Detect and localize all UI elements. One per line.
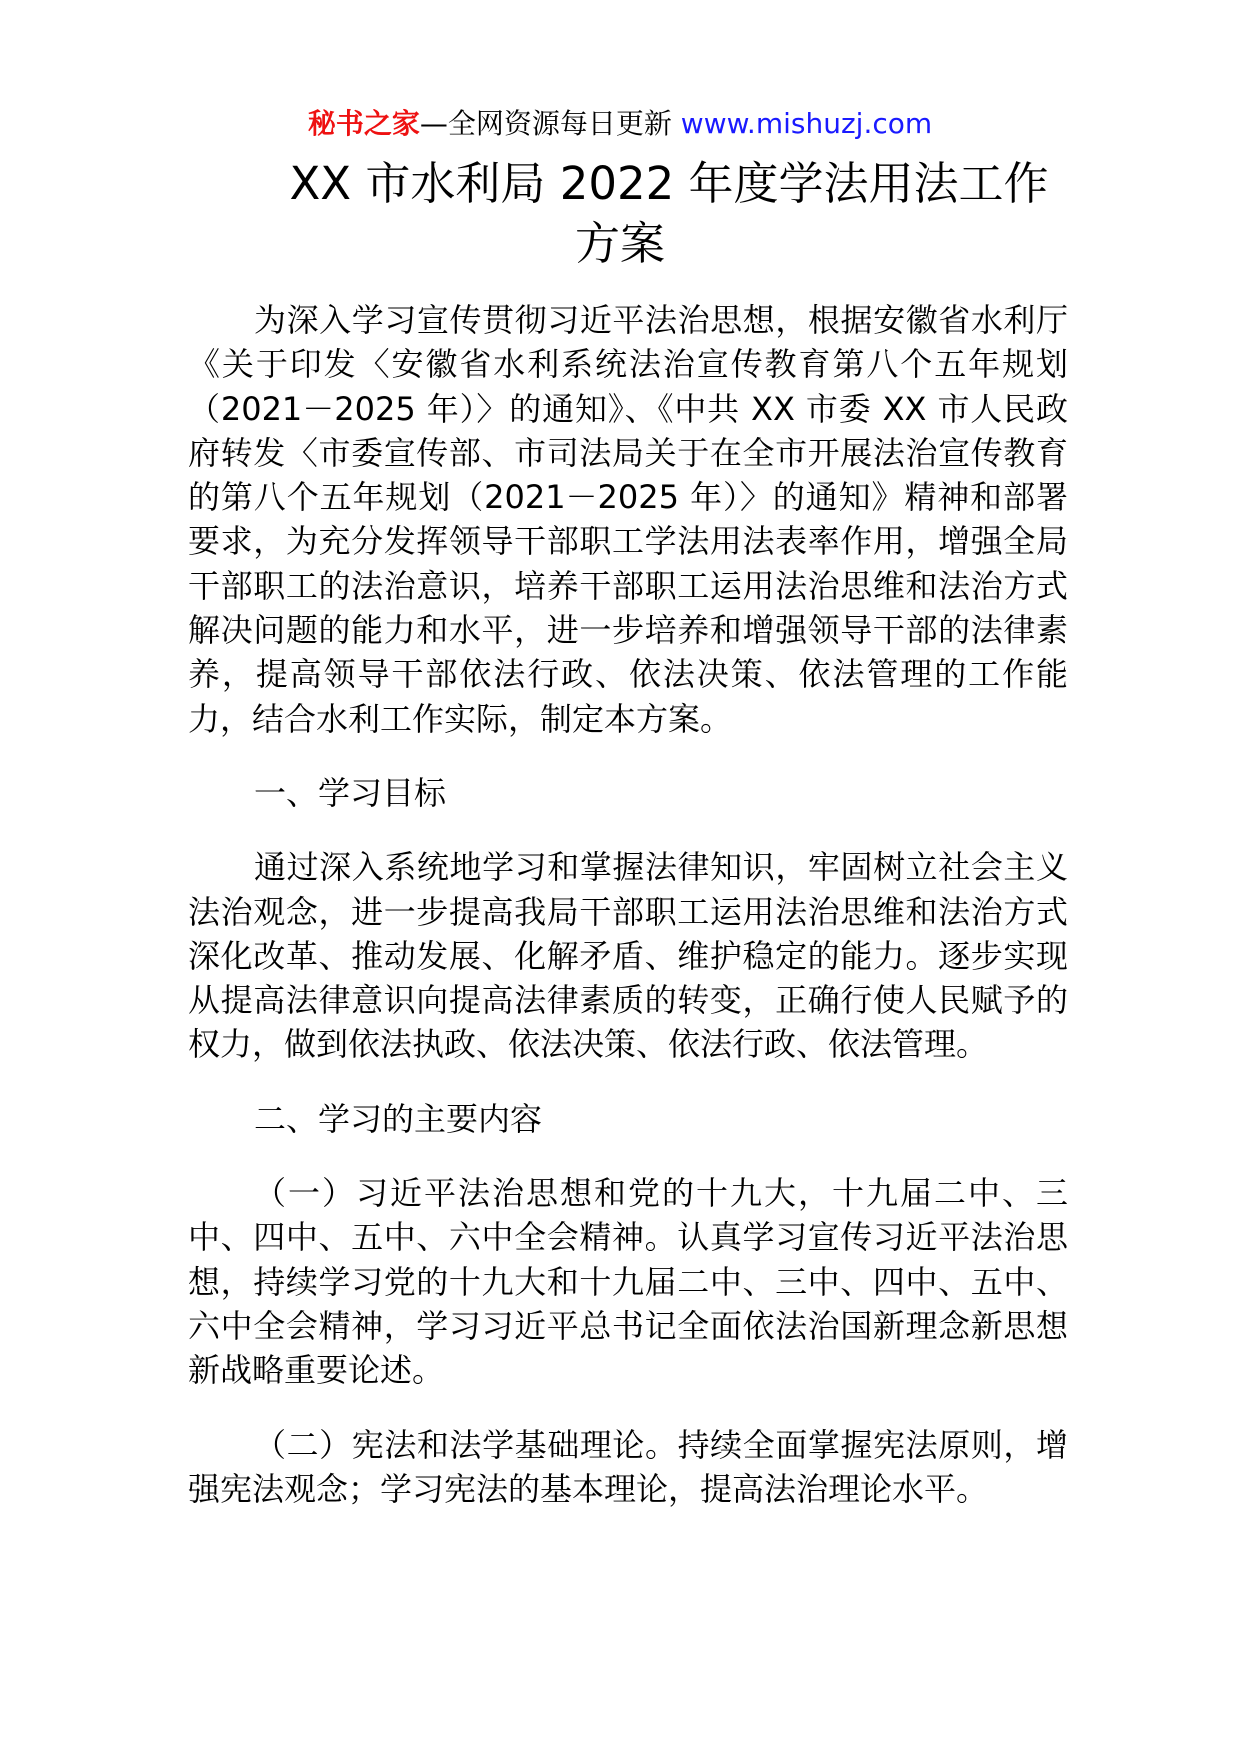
site-header: [0, 104, 1240, 144]
brand-name: 秘书之家: [307, 107, 420, 140]
document-body: [188, 298, 1068, 1511]
intro-paragraph: 为深入学习宣传贯彻习近平法治思想，根据安徽省水利厅《关于印发〈安徽省水利系统法治宣传教育第八个五年规划（2021－2025 年）〉的通知》、《中共 XX 市委 XX 市人民政府转发〈市委宣传部、市司法局关于在全市开展法治宣传教育的第八个五年规划（2021－2025 年）〉的通知》精神和部署要求，为充分发挥领导干部职工学法用法表率作用，增强全局干部职工的法治意识，培养干部职工运用法治思维和法治方式解决问题的能力和水平，进一步培养和增强领导干部的法律素养，提高领导干部依法行政、依法决策、依法管理的工作能力，结合水利工作实际，制定本方案。: [188, 301, 1068, 738]
site-url-link[interactable]: www.mishuzj.com: [680, 107, 933, 140]
content-item-1: （一）习近平法治思想和党的十九大，十九届二中、三中、四中、五中、六中全会精神。认真学习宣传习近平法治思想，持续学习党的十九大和十九届二中、三中、四中、五中、六中全会精神，学习习近平总书记全面依法治国新理念新思想新战略重要论述。: [188, 1174, 1068, 1390]
goals-paragraph: 通过深入系统地学习和掌握法律知识，牢固树立社会主义法治观念，进一步提高我局干部职工运用法治思维和法治方式深化改革、推动发展、化解矛盾、维护稳定的能力。逐步实现从提高法律意识向提高法律素质的转变，正确行使人民赋予的权力，做到依法执政、依法决策、依法行政、依法管理。: [188, 848, 1068, 1064]
content-item-2: （二）宪法和法学基础理论。持续全面掌握宪法原则，增强宪法观念；学习宪法的基本理论，提高法治理论水平。: [188, 1425, 1068, 1508]
section-heading-goals: 一、学习目标: [254, 773, 447, 812]
document-title-line-2: 方案: [574, 217, 665, 270]
header-tagline: —全网资源每日更新: [419, 107, 672, 140]
section-heading-content: 二、学习的主要内容: [254, 1099, 543, 1138]
document-title-line-1: XX 市水利局 2022 年度学法用法工作: [289, 157, 1049, 210]
